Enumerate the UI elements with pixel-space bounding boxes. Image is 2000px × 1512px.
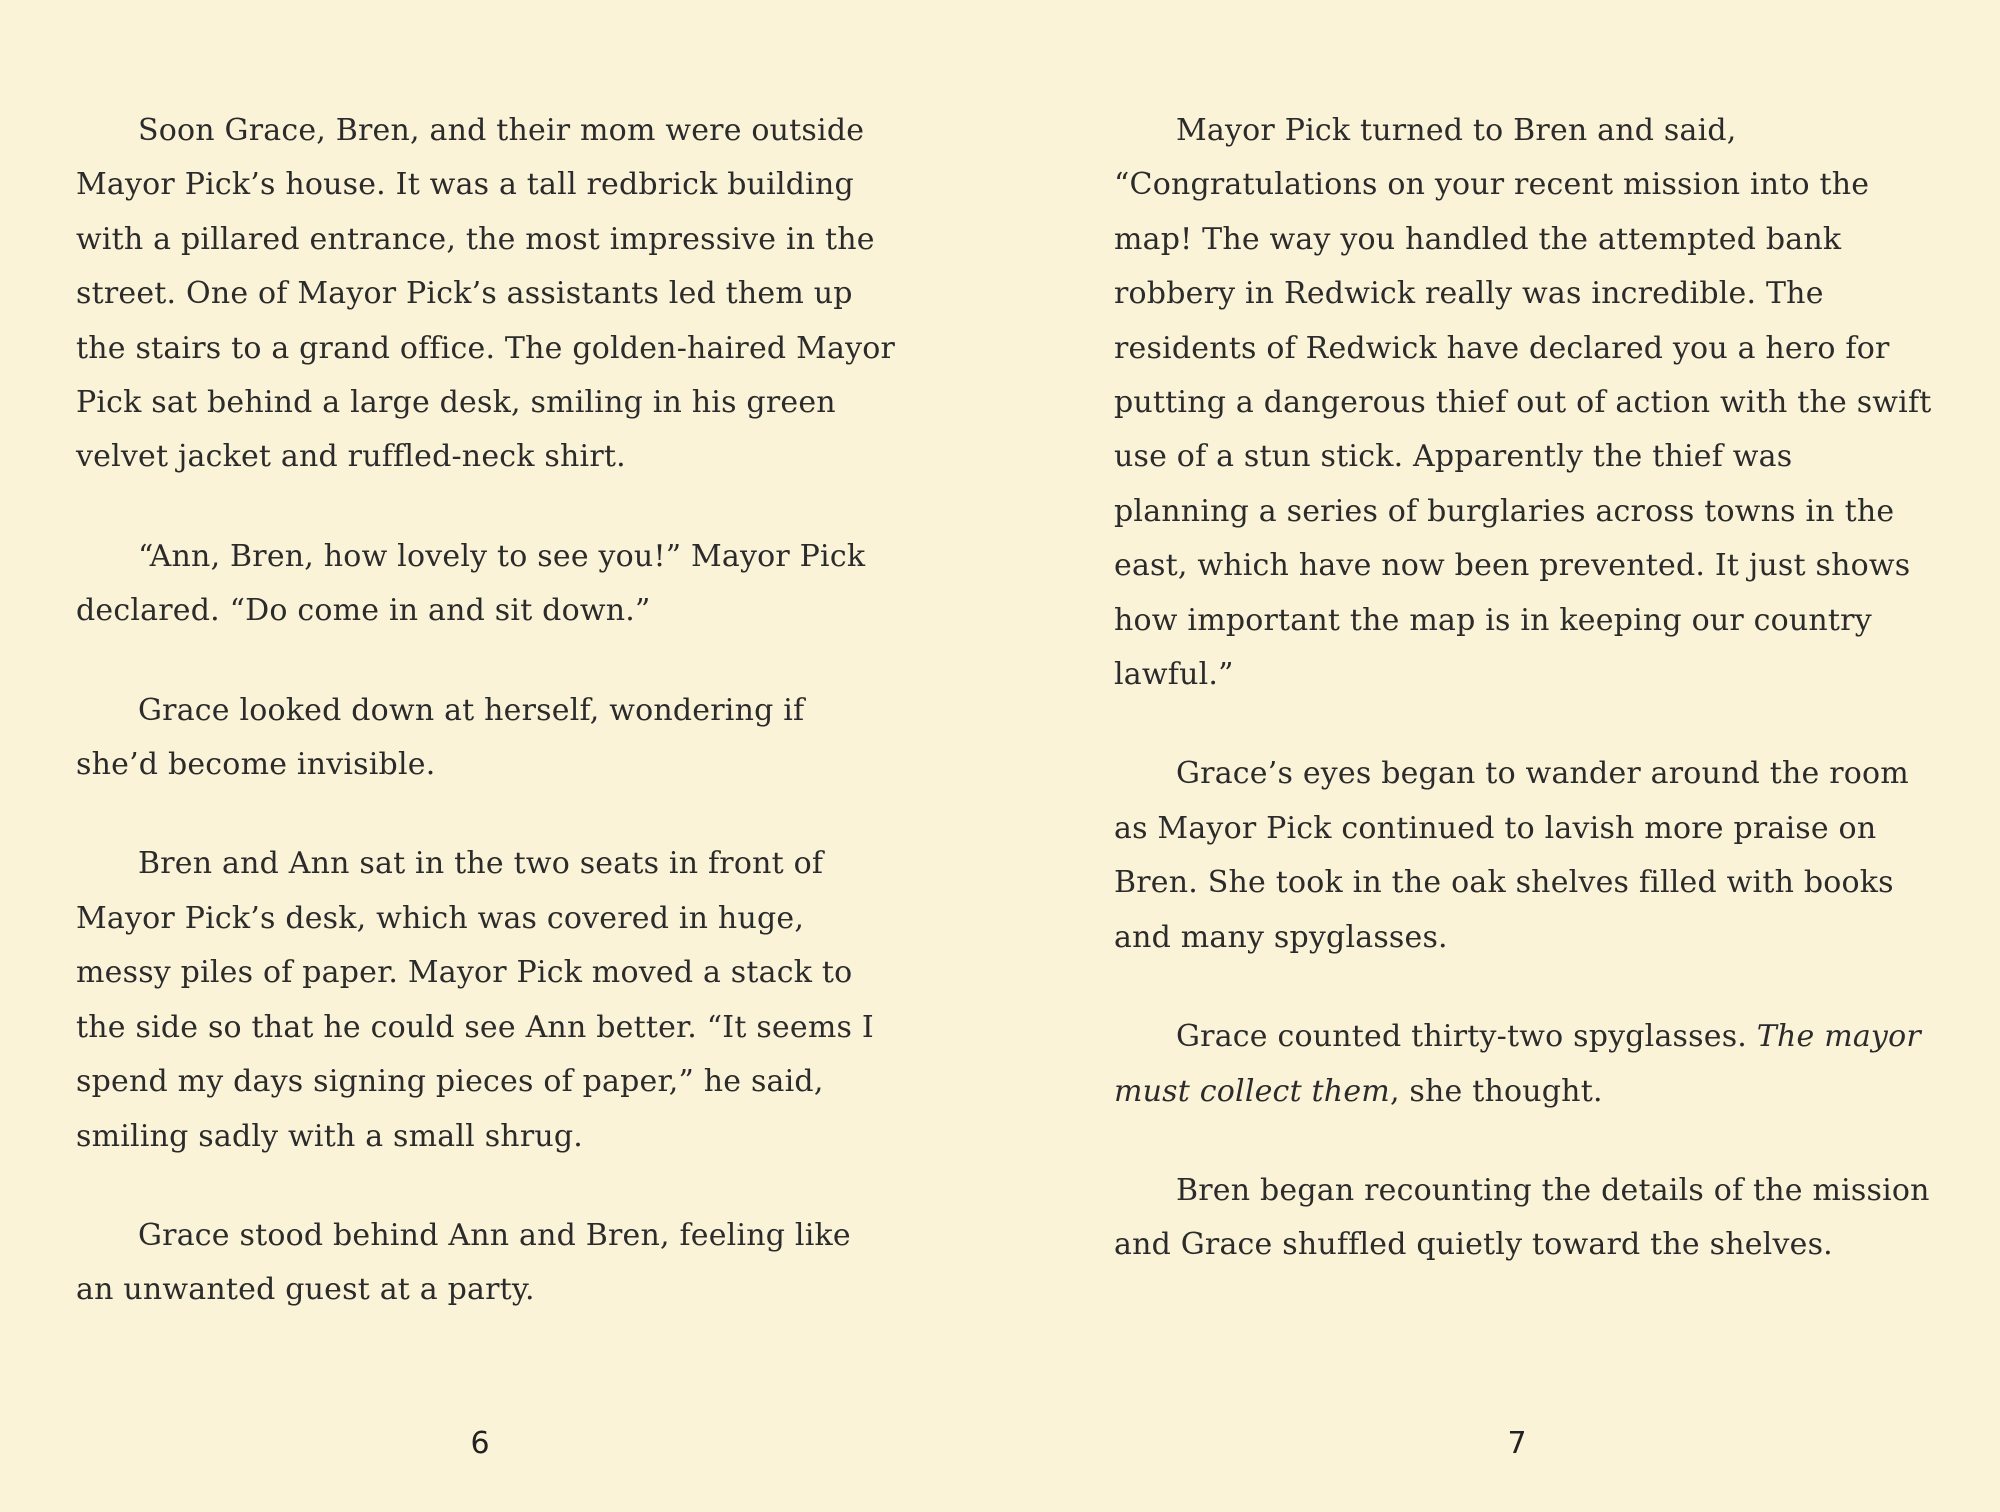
paragraph: Bren and Ann sat in the two seats in front of Mayor Pick’s desk, which was covered in huge, messy piles of paper. Mayor Pick moved a stack to the side so that he could see Ann better. “It seems I spend my days signing pieces of paper,” he said, smiling sadly with a small shrug. [76,846,874,1154]
paragraph: Soon Grace, Bren, and their mom were outside Mayor Pick’s house. It was a tall redbrick building with a pillared entrance, the most impressive in the street. One of Mayor Pick’s assistants led them up the stairs to a grand office. The golden-haired Mayor Pick sat behind a large desk, smiling in his green velvet jacket and ruffled-neck shirt. [76,113,896,475]
page-number-left: 6 [470,1426,490,1461]
paragraph: Grace’s eyes began to wander around the room as Mayor Pick continued to lavish more praise on Bren. She took in the oak shelves filled with books and many spyglasses. [1114,756,1909,955]
right-page [1114,104,1934,1512]
left-page [76,104,896,1512]
paragraph-text: , she thought. [1389,1073,1603,1109]
page-number-right: 7 [1507,1426,1527,1461]
paragraph: Grace looked down at herself, wondering if she’d become invisible. [76,692,805,783]
paragraph: Bren began recounting the details of the mission and Grace shuffled quietly toward the shelves. [1114,1172,1930,1263]
paragraph: Mayor Pick turned to Bren and said, “Congratulations on your recent mission into the map! The way you handled the attempted bank robbery in Redwick really was incredible. The residents of Redwick have declared you a hero for putting a dangerous thief out of action with the swift use of a stun stick. Apparently the thief was planning a series of burglaries across towns in the east, which have now been prevented. It just shows how important the map is in keeping our country lawful.” [1114,113,1932,693]
right-page-text [1114,104,1934,1273]
paragraph-text: Grace counted thirty-two spyglasses. [1176,1019,1757,1055]
left-page-text [76,104,896,1318]
italic-thought: The mayor must collect them [1114,1019,1921,1109]
paragraph: “Ann, Bren, how lovely to see you!” Mayor Pick declared. “Do come in and sit down.” [76,538,866,629]
paragraph: Grace stood behind Ann and Bren, feeling like an unwanted guest at a party. [76,1217,851,1308]
paragraph-with-italic [1114,1010,1934,1119]
